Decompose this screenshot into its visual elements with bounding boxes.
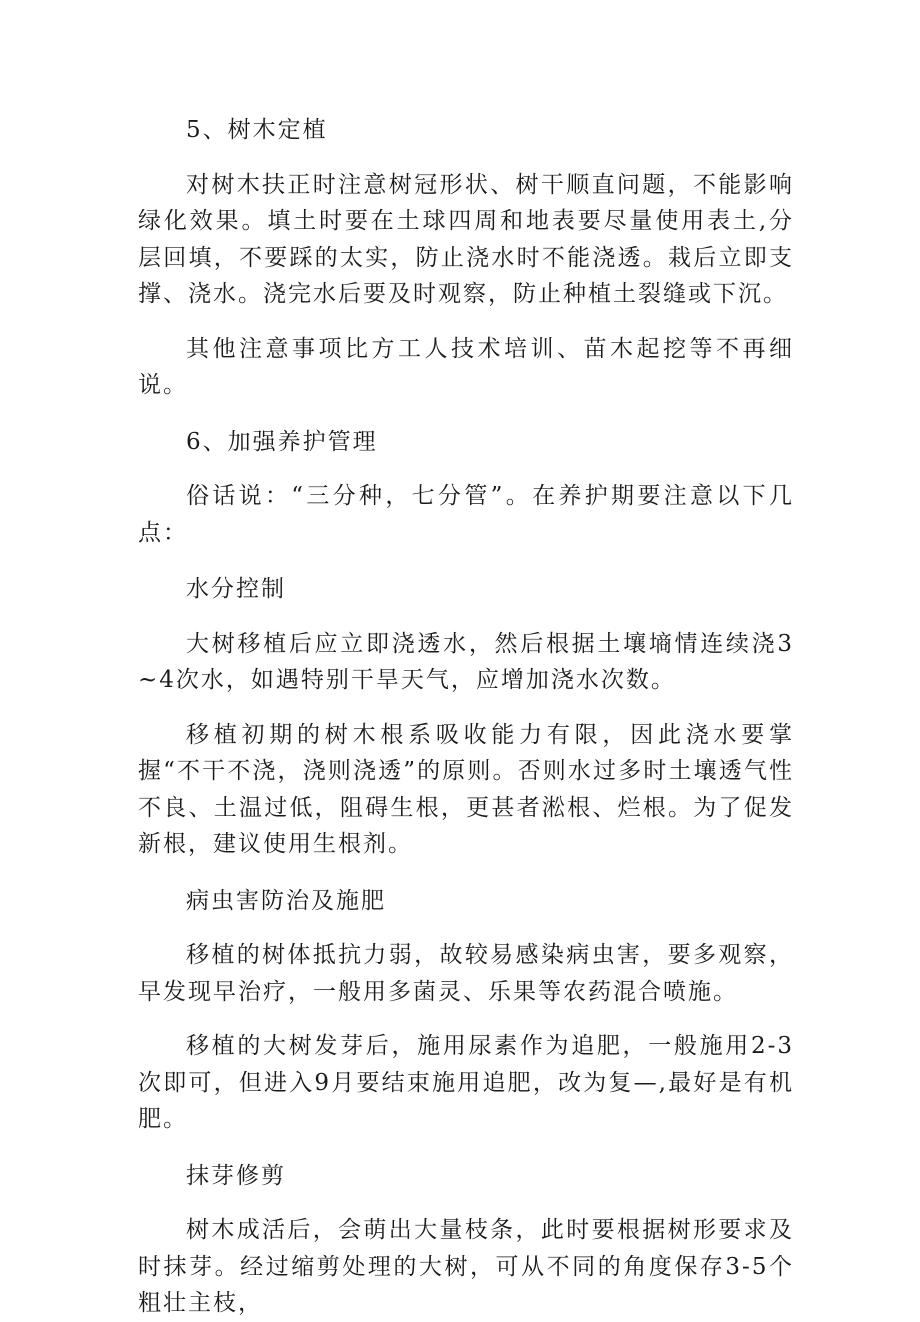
paragraph-planting-details: 对树木扶正时注意树冠形状、树干顺直问题，不能影响绿化效果。填土时要在土球四周和地表要尽量使用表土,分层回填，不要踩的太实，防止浇水时不能浇透。栽后立即支撑、浇水。浇完水后要及时观察，防止种植土裂缝或下沉。 [138,171,794,307]
paragraph-root-absorption: 移植初期的树木根系吸收能力有限，因此浇水要掌握“不干不浇，浇则浇透”的原则。否则水过多时土壤透气性不良、土温过低，阻碍生根，更甚者淞根、烂根。为了促发新根，建议使用生根剂。 [138,721,794,857]
section-heading-maintenance: 6、加强养护管理 [186,428,378,455]
paragraph-fertilizer: 移植的大树发芽后，施用尿素作为追肥，一般施用2-3次即可，但进入9月要结束施用追肥，改为复—,最好是有机肥。 [138,1033,794,1132]
section-heading-tree-planting: 5、树木定植 [186,117,328,143]
paragraph-pest-control: 移植的树体抵抗力弱，故较易感染病虫害，要多观察，早发现早治疗，一般用多菌灵、乐果等农药混合喷施。 [138,942,794,1005]
subheading-pruning: 抹芽修剪 [186,1162,286,1189]
paragraph-other-notes: 其他注意事项比方工人技术培训、苗木起挖等不再细说。 [138,335,794,398]
paragraph-saying: 俗话说：“三分种，七分管”。在养护期要注意以下几点： [138,483,794,546]
subheading-pest-fertilizer: 病虫害防治及施肥 [186,887,386,914]
document-body [138,112,794,1322]
paragraph-pruning: 树木成活后，会萌出大量枝条，此时要根据树形要求及时抹芽。经过缩剪处理的大树，可从不同的角度保存3-5个粗壮主枝， [138,1217,794,1316]
paragraph-watering: 大树移植后应立即浇透水，然后根据土壤墒情连续浇3~4次水，如遇特别干旱天气，应增加浇水次数。 [138,630,794,693]
subheading-water-control: 水分控制 [186,576,286,602]
